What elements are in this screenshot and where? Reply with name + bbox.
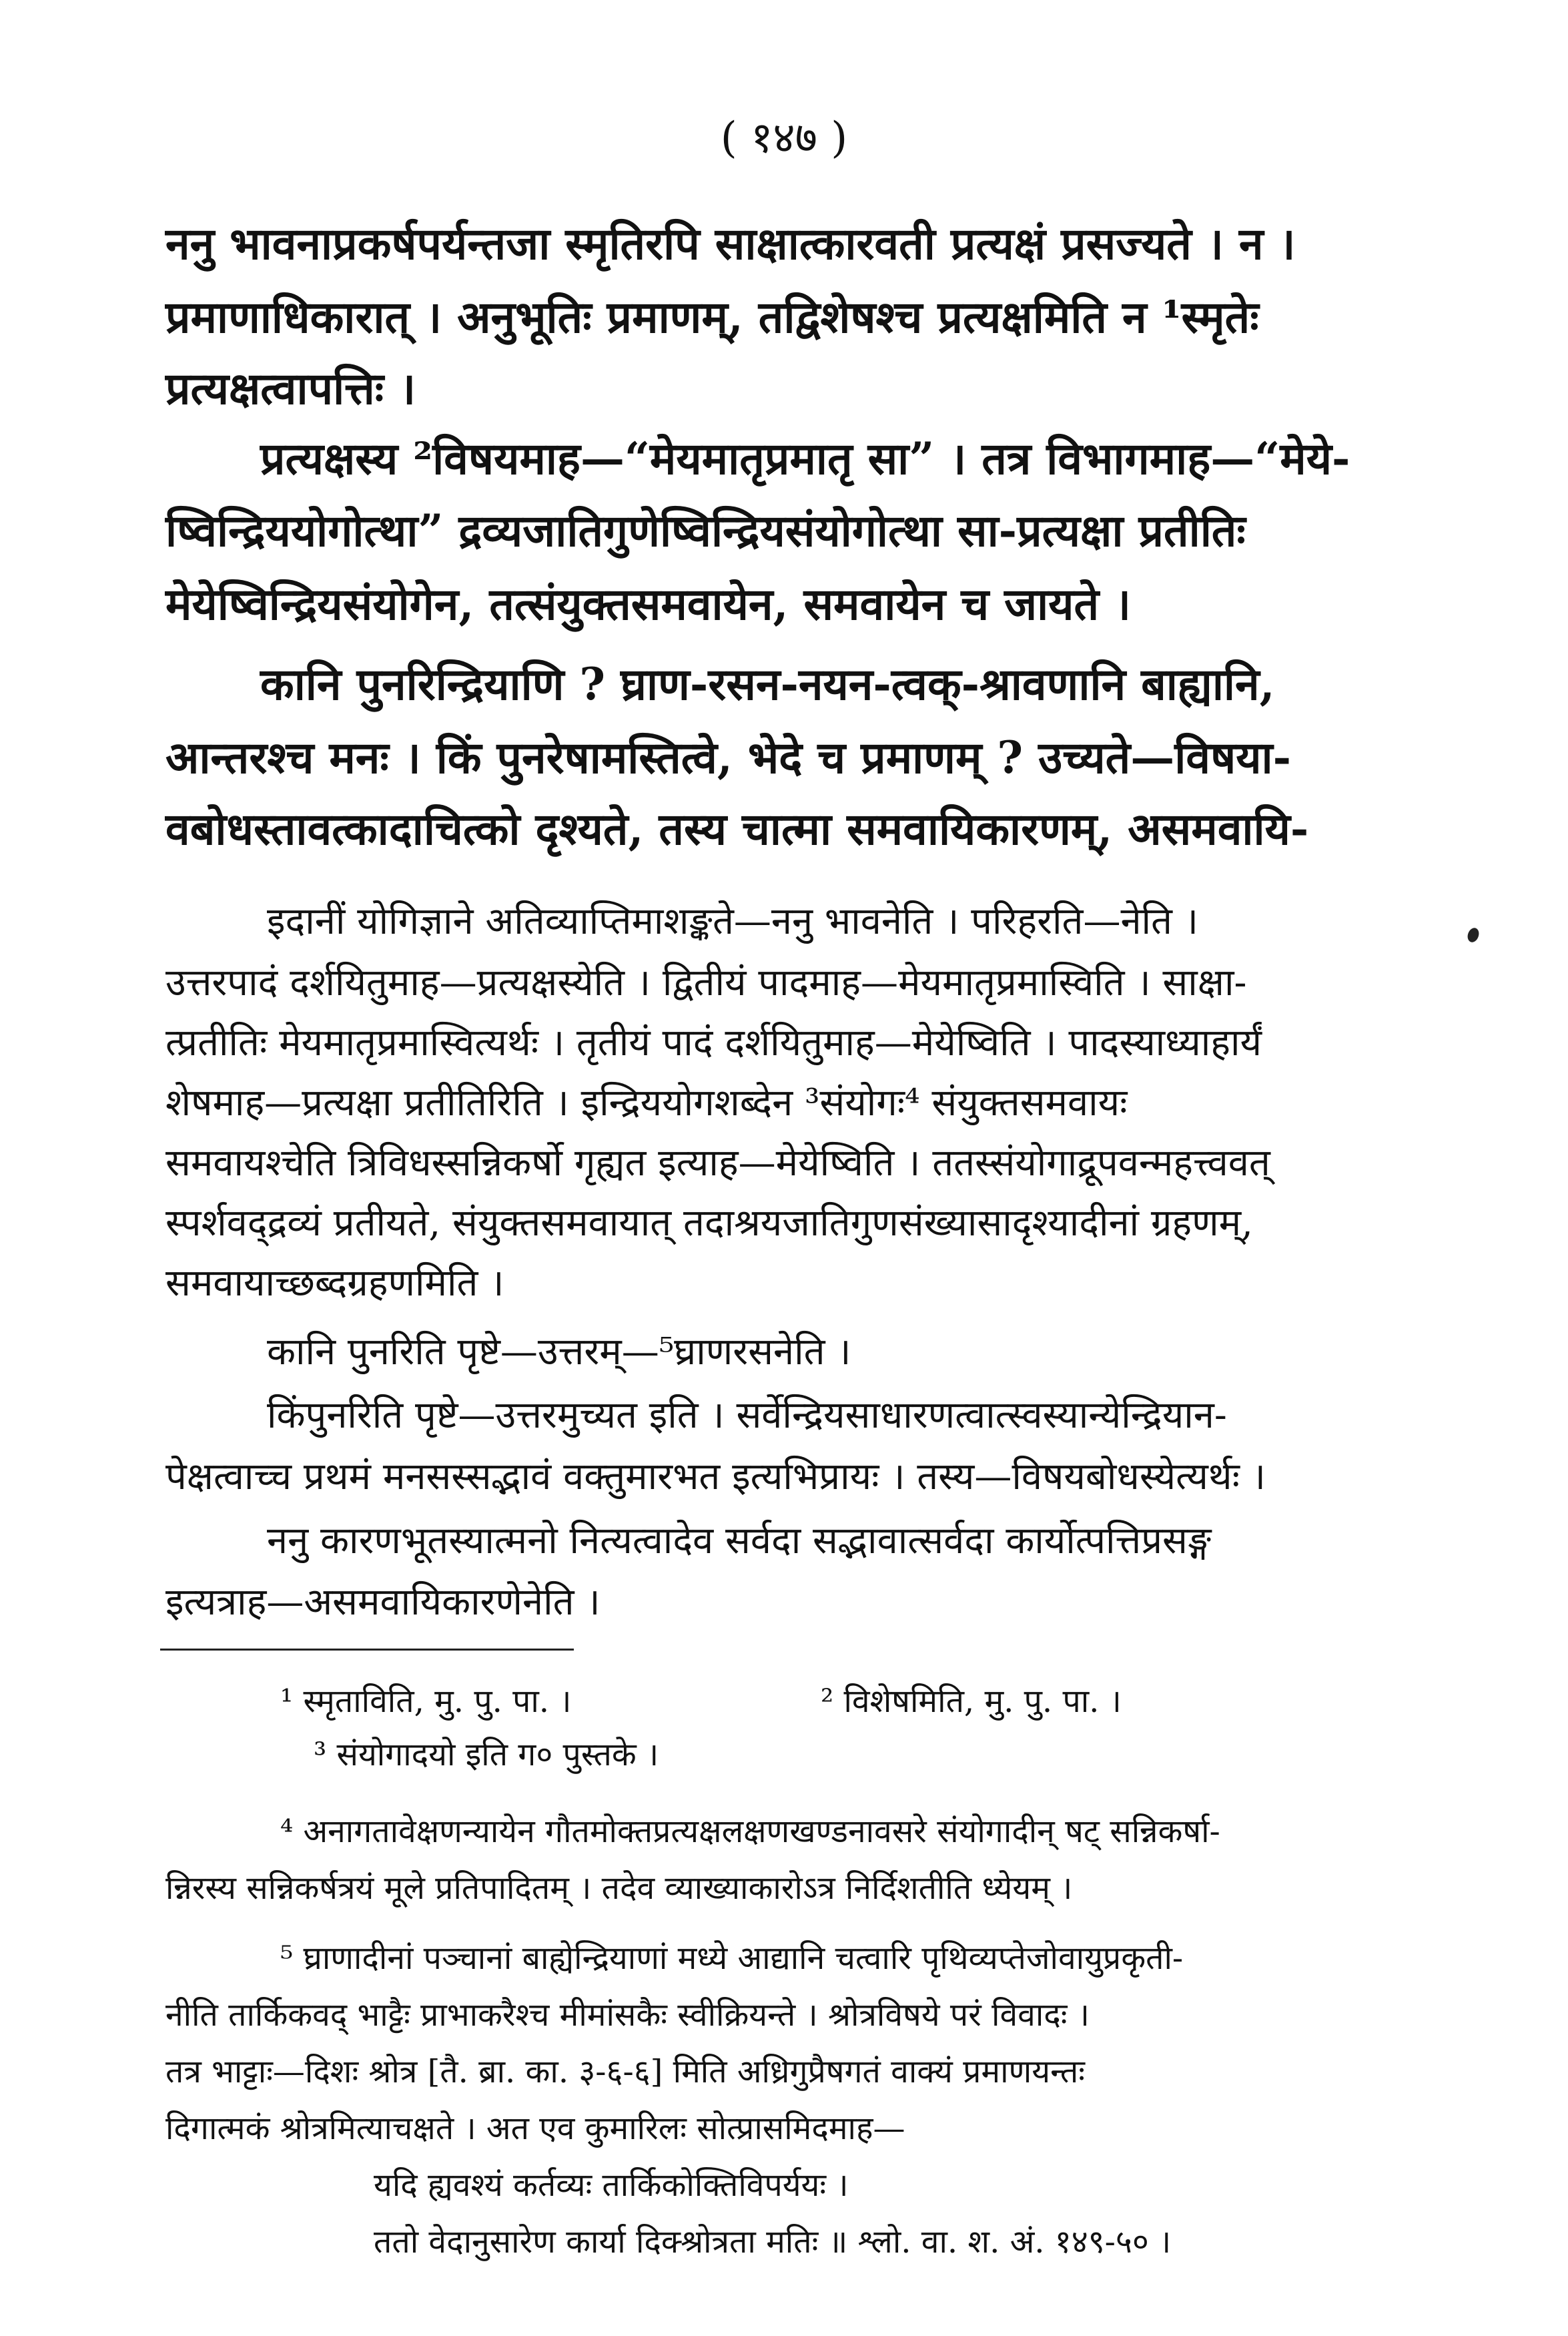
footnote-5-line: नीति तार्किकवद् भाट्टैः प्राभाकरैश्च मीमांसकैः स्वीक्रियन्ते । श्रोत्रविषये परं विवादः । xyxy=(165,1996,1090,2034)
commentary-line: इदानीं योगिज्ञाने अतिव्याप्तिमाशङ्कते—ननु भावनेति । परिहरति—नेति । xyxy=(267,900,1198,943)
footnote-divider xyxy=(160,1649,574,1651)
page-number: ( १४७ ) xyxy=(720,113,848,163)
commentary-line: शेषमाह—प्रत्यक्षा प्रतीतिरिति । इन्द्रिययोगशब्देन ³संयोगः⁴ संयुक्तसमवायः xyxy=(165,1081,1128,1125)
footnote-5-line: दिगात्मकं श्रोत्रमित्याचक्षते । अत एव कुमारिलः सोत्प्रासमिदमाह— xyxy=(165,2110,905,2147)
footnote-1: ¹ स्मृताविति, मु. पु. पा. । xyxy=(280,1683,572,1720)
main-line: मेयेष्विन्द्रियसंयोगेन, तत्संयुक्तसमवायेन, समवायेन च जायते । xyxy=(165,578,1132,630)
commentary-line: समवायश्चेति त्रिविधस्सन्निकर्षो गृह्यत इत्याह—मेयेष्विति । ततस्संयोगाद्रूपवन्महत्त्ववत् xyxy=(165,1141,1270,1185)
footnote-2: ² विशेषमिति, मु. पु. पा. । xyxy=(821,1683,1122,1720)
main-line: प्रमाणाधिकारात् । अनुभूतिः प्रमाणम्, तद्विशेषश्च प्रत्यक्षमिति न ¹स्मृतेः xyxy=(165,291,1259,343)
main-line: प्रत्यक्षत्वापत्तिः । xyxy=(165,362,416,414)
main-line: वबोधस्तावत्कादाचित्को दृश्यते, तस्य चात्मा समवायिकारणम्, असमवायि- xyxy=(165,803,1309,855)
main-line: ष्विन्द्रिययोगोत्था” द्रव्यजातिगुणेष्विन्द्रियसंयोगोत्था सा-प्रत्यक्षा प्रतीतिः xyxy=(165,505,1246,557)
ink-speck xyxy=(1466,926,1481,944)
main-line: प्रत्यक्षस्य ²विषयमाह—“मेयमातृप्रमातृ सा” । तत्र विभागमाह—“मेये- xyxy=(260,432,1350,485)
commentary-line: कानि पुनरिति पृष्टे—उत्तरम्—⁵घ्राणरसनेति । xyxy=(267,1330,851,1374)
main-line: ननु भावनाप्रकर्षपर्यन्तजा स्मृतिरपि साक्षात्कारवती प्रत्यक्षं प्रसज्यते । न । xyxy=(165,218,1296,270)
footnote-5-line: ⁵ घ्राणादीनां पञ्चानां बाह्येन्द्रियाणां मध्ये आद्यानि चत्वारि पृथिव्यप्तेजोवायुप्रकृती- xyxy=(280,1940,1184,1977)
footnote-3: ³ संयोगादयो इति ग० पुस्तके । xyxy=(314,1736,659,1773)
main-line: कानि पुनरिन्द्रियाणि ? घ्राण-रसन-नयन-त्वक्-श्रावणानि बाह्यानि, xyxy=(260,658,1275,710)
verse-line: ततो वेदानुसारेण कार्या दिक्श्रोत्रता मतिः ॥ श्लो. वा. श. अं. १४९-५० । xyxy=(374,2223,1172,2261)
main-line: आन्तरश्च मनः । किं पुनरेषामस्तित्वे, भेदे च प्रमाणम् ? उच्यते—विषया- xyxy=(165,732,1291,784)
commentary-line: ननु कारणभूतस्यात्मनो नित्यत्वादेव सर्वदा सद्भावात्सर्वदा कार्योत्पत्तिप्रसङ्ग xyxy=(267,1519,1212,1562)
footnote-4-line: ⁴ अनागतावेक्षणन्यायेन गौतमोक्तप्रत्यक्षलक्षणखण्डनावसरे संयोगादीन् षट् सन्निकर्षा- xyxy=(280,1813,1220,1850)
commentary-line: समवायाच्छब्दग्रहणमिति । xyxy=(165,1261,504,1305)
commentary-line: पेक्षत्वाच्च प्रथमं मनसस्सद्भावं वक्तुमारभत इत्यभिप्रायः । तस्य—विषयबोधस्येत्यर्थः । xyxy=(165,1455,1266,1498)
commentary-line: त्प्रतीतिः मेयमातृप्रमास्वित्यर्थः । तृतीयं पादं दर्शयितुमाह—मेयेष्विति । पादस्याध्याहार्यं xyxy=(165,1021,1262,1065)
commentary-line: उत्तरपादं दर्शयितुमाह—प्रत्यक्षस्येति । द्वितीयं पादमाह—मेयमातृप्रमास्विति । साक्षा- xyxy=(165,961,1247,1004)
footnote-4-line: न्निरस्य सन्निकर्षत्रयं मूले प्रतिपादितम् । तदेव व्याख्याकारोऽत्र निर्दिशतीति ध्येयम् । xyxy=(165,1869,1073,1907)
commentary-line: स्पर्शवद्द्रव्यं प्रतीयते, संयुक्तसमवायात् तदाश्रयजातिगुणसंख्यासादृश्यादीनां ग्रहणम्, xyxy=(165,1201,1253,1245)
commentary-line: इत्यत्राह—असमवायिकारणेनेति । xyxy=(165,1580,601,1624)
footnote-5-line: तत्र भाट्टाः—दिशः श्रोत्र [तै. ब्रा. का. ३-६-६] मिति अध्रिगुप्रैषगतं वाक्यं प्रमाणयन्तः xyxy=(165,2053,1085,2090)
commentary-line: किंपुनरिति पृष्टे—उत्तरमुच्यत इति । सर्वेन्द्रियसाधारणत्वात्स्वस्यान्येन्द्रियान- xyxy=(267,1394,1227,1437)
verse-line: यदि ह्यवश्यं कर्तव्यः तार्किकोक्तिविपर्ययः । xyxy=(374,2166,849,2204)
